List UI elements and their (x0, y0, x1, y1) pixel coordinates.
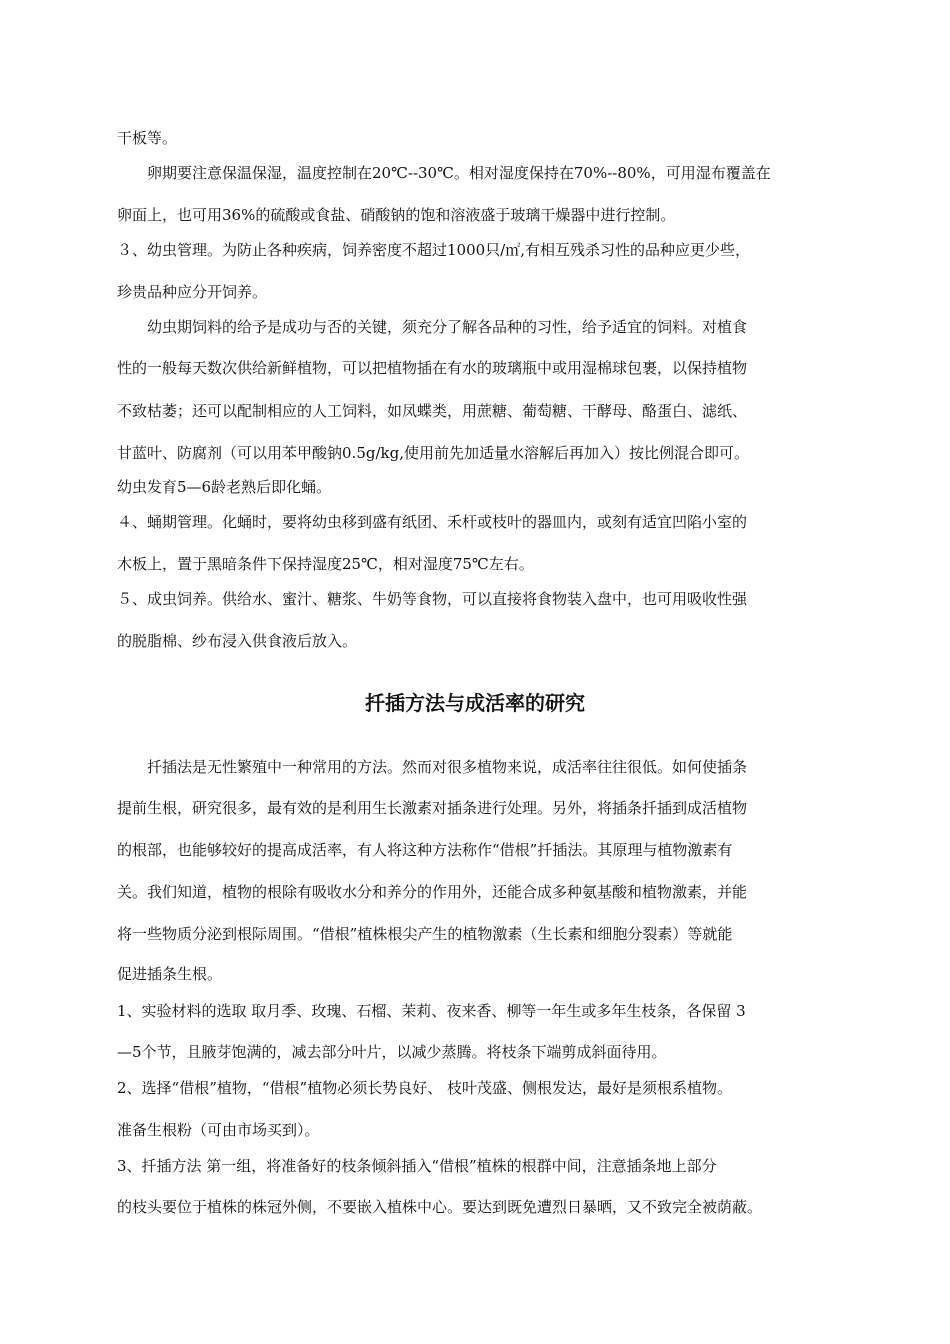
text-line: 不致枯萎；还可以配制相应的人工饲料，如凤蝶类，用蔗糖、葡萄糖、干酵母、酪蛋白、滤纸、 (117, 402, 748, 420)
text-line: 将一些物质分泌到根际周围。“借根”植株根尖产生的植物激素（生长素和细胞分裂素）等就能 (117, 925, 733, 943)
text-line: ４、蛹期管理。化蛹时，要将幼虫移到盛有纸团、禾杆或枝叶的器皿内，或刻有适宜凹陷小室的 (117, 513, 748, 531)
section-title: 扦插方法与成活率的研究 (365, 691, 585, 715)
text-line: 性的一般每天数次供给新鲜植物，可以把植物插在有水的玻璃瓶中或用湿棉球包裹，以保持植物 (117, 359, 748, 377)
text-line: 的根部，也能够较好的提高成活率，有人将这种方法称作“借根”扦插法。其原理与植物激素有 (117, 841, 733, 859)
text-line: 1、实验材料的选取 取月季、玫瑰、石榴、茉莉、夜来香、柳等一年生或多年生枝条，各保留 3 (117, 1002, 746, 1020)
text-line: 卵期要注意保温保湿，温度控制在20℃--30℃。相对湿度保持在70%--80%，可用湿布覆盖在 (147, 164, 771, 182)
text-line: 提前生根，研究很多，最有效的是利用生长激素对插条进行处理。另外，将插条扦插到成活植物 (117, 799, 748, 817)
text-line: 幼虫期饲料的给予是成功与否的关键，须充分了解各品种的习性，给予适宜的饲料。对植食 (147, 318, 748, 336)
text-line: 珍贵品种应分开饲养。 (117, 283, 268, 301)
text-line: ３、幼虫管理。为防止各种疾病，饲养密度不超过1000只/㎡,有相互残杀习性的品种应更少些， (117, 241, 750, 259)
text-line: 甘蓝叶、防腐剂（可以用苯甲酸钠0.5g/kg,使用前先加适量水溶解后再加入）按比例混合即可。 (117, 444, 749, 462)
text-line: 幼虫发育5—6龄老熟后即化蛹。 (117, 478, 332, 496)
text-line: 2、选择“借根”植物，“借根”植物必须长势良好、 枝叶茂盛、侧根发达，最好是须根系植物。 (117, 1079, 732, 1097)
text-line: 促进插条生根。 (117, 965, 223, 983)
text-line: 干板等。 (117, 129, 178, 147)
text-line: —5个节，且腋芽饱满的，减去部分叶片，以减少蒸腾。将枝条下端剪成斜面待用。 (117, 1043, 667, 1061)
text-line: 的枝头要位于植株的株冠外侧，不要嵌入植株中心。要达到既免遭烈日暴晒，又不致完全被荫蔽。 (117, 1198, 763, 1216)
text-line: 的脱脂棉、纱布浸入供食液后放入。 (117, 632, 358, 650)
text-line: 准备生根粉（可由市场买到）。 (117, 1121, 320, 1139)
text-line: 卵面上，也可用36%的硫酸或食盐、硝酸钠的饱和溶液盛于玻璃干燥器中进行控制。 (117, 206, 676, 224)
text-line: 关。我们知道，植物的根除有吸收水分和养分的作用外，还能合成多种氨基酸和植物激素，并能 (117, 883, 748, 901)
text-line: 扦插法是无性繁殖中一种常用的方法。然而对很多植物来说，成活率往往很低。如何使插条 (147, 758, 748, 776)
text-line: ５、成虫饲养。供给水、蜜汁、糖浆、牛奶等食物，可以直接将食物装入盘中，也可用吸收性强 (117, 590, 748, 608)
text-line: 木板上，置于黑暗条件下保持湿度25℃，相对湿度75℃左右。 (117, 555, 534, 573)
text-line: 3、扦插方法 第一组，将准备好的枝条倾斜插入“借根”植株的根群中间，注意插条地上部分 (117, 1157, 717, 1175)
